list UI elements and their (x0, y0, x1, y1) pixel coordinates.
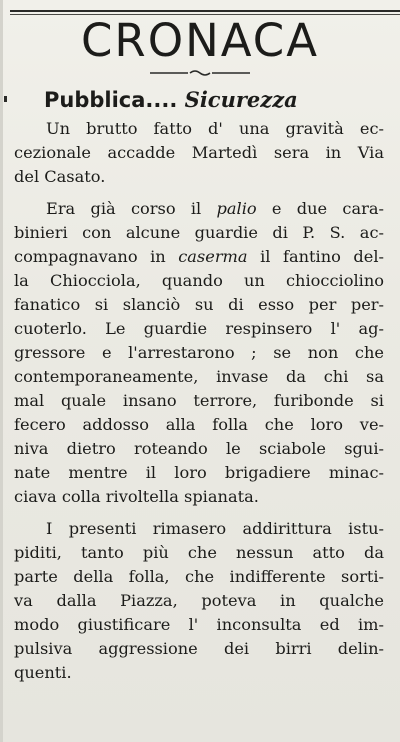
headline-part-2: Sicurezza (184, 87, 298, 112)
article-line: la Chiocciola, quando un chiocciolino (14, 271, 384, 290)
ornament-divider (150, 69, 250, 77)
top-rule (10, 10, 400, 12)
article-line: Un brutto fatto d' una gravità ec- (46, 119, 384, 138)
article-line: I presenti rimasero addirittura istu- (46, 519, 384, 538)
italic-word-caserma: caserma (178, 247, 248, 266)
article-line: Era già corso il palio e due cara- (46, 199, 384, 218)
article-line: compagnavano in caserma il fantino del- (14, 247, 384, 266)
article-line: ciava colla rivoltella spianata. (14, 487, 259, 506)
article-line: cuoterlo. Le guardie respinsero l' ag- (14, 319, 384, 338)
article-line: cezionale accadde Martedì sera in Via (14, 143, 384, 162)
article-line: fanatico si slanciò su di esso per per- (14, 295, 384, 314)
article-line: fecero addosso alla folla che loro ve- (14, 415, 384, 434)
italic-word-palio: palio (216, 199, 257, 218)
article-line: nate mentre il loro brigadiere minac- (14, 463, 384, 482)
article-line: gressore e l'arrestarono ; se non che (14, 343, 384, 362)
article-headline (44, 84, 298, 116)
article-line: del Casato. (14, 167, 106, 186)
article-line: quenti. (14, 663, 72, 682)
article-line: pulsiva aggressione dei birri delin- (14, 639, 384, 658)
page-edge (0, 0, 3, 742)
article-line: mal quale insano terrore, furibonde si (14, 391, 384, 410)
article-line: parte della folla, che indifferente sorti- (14, 567, 384, 586)
article-line: contemporaneamente, invase da chi sa (14, 367, 384, 386)
margin-mark (4, 96, 7, 102)
article-line: binieri con alcune guardie di P. S. ac- (14, 223, 384, 242)
section-masthead: CRONACA (81, 14, 319, 67)
article-line: niva dietro roteando le sciabole sgui- (14, 439, 384, 458)
article-line: piditi, tanto più che nessun atto da (14, 543, 384, 562)
article-line: va dalla Piazza, poteva in qualche (14, 591, 384, 610)
article-line: modo giustificare l' inconsulta ed im- (14, 615, 384, 634)
headline-part-1: Pubblica.... (44, 88, 178, 112)
